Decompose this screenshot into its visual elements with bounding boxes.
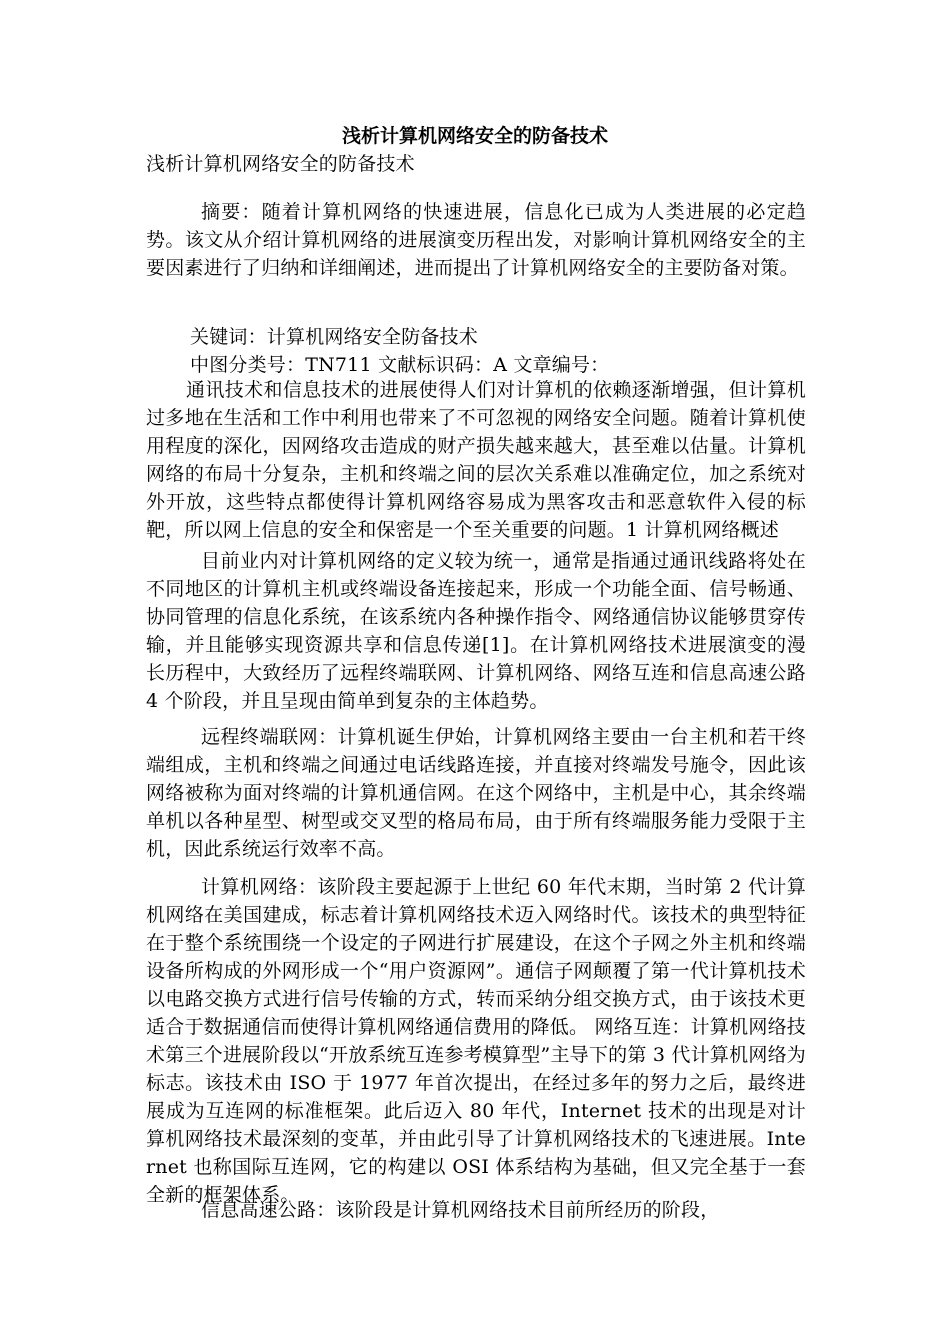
document-subtitle: 浅析计算机网络安全的防备技术: [146, 153, 415, 175]
keywords-line: 关键词：计算机网络安全防备技术: [190, 326, 479, 348]
body-paragraph-info-highway: 信息高速公路：该阶段是计算机网络技术目前所经历的阶段，: [201, 1199, 720, 1221]
document-title: 浅析计算机网络安全的防备技术: [341, 125, 608, 147]
abstract-paragraph: 摘要：随着计算机网络的快速进展，信息化已成为人类进展的必定趋势。该文从介绍计算机网络的进展演变历程出发，对影响计算机网络安全的主要因素进行了归纳和详细阐述，进而提出了计算机网络安全的主要防备对策。: [146, 201, 806, 279]
body-paragraph-definition: 目前业内对计算机网络的定义较为统一，通常是指通过通讯线路将处在不同地区的计算机主机或终端设备连接起来，形成一个功能全面、信号畅通、协同管理的信息化系统，在该系统内各种操作指令、网络通信协议能够贯穿传输，并且能够实现资源共享和信息传递[1]。在计算机网络技术进展演变的漫长历程中，大致经历了远程终端联网、计算机网络、网络互连和信息高速公路 4 个阶段，并且呈现由简单到复杂的主体趋势。: [146, 550, 806, 712]
classification-line: 中图分类号：TN711 文献标识码：A 文章编号：: [190, 354, 610, 376]
body-paragraph-computer-network: 计算机网络：该阶段主要起源于上世纪 60 年代末期，当时第 2 代计算机网络在美国建成，标志着计算机网络技术迈入网络时代。该技术的典型特征在于整个系统围绕一个设定的子网进行扩展建设，在这个子网之外主机和终端设备所构成的外网形成一个“用户资源网”。通信子网颠覆了第一代计算机技术以电路交换方式进行信号传输的方式，转而采纳分组交换方式，由于该技术更适合于数据通信而使得计算机网络通信费用的降低。 网络互连：计算机网络技术第三个进展阶段以“开放系统互连参考模算型”主导下的第 3 代计算机网络为标志。该技术由 ISO 于 1977 年首次提出，在经过多年的努力之后，最终进展成为互连网的标准框架。此后迈入 80 年代，Internet 技术的出现是对计算机网络技术最深刻的变革，并由此引导了计算机网络技术的飞速进展。Internet 也称国际互连网，它的构建以 OSI 体系结构为基础，但又完全基于一套全新的框架体系。: [146, 876, 806, 1206]
body-paragraph-remote-terminal: 远程终端联网：计算机诞生伊始，计算机网络主要由一台主机和若干终端组成，主机和终端之间通过电话线路连接，并直接对终端发号施令，因此该网络被称为面对终端的计算机通信网。在这个网络中，主机是中心，其余终端单机以各种星型、树型或交叉型的格局布局，由于所有终端服务能力受限于主机，因此系统运行效率不高。: [146, 726, 806, 860]
body-paragraph-intro: 通讯技术和信息技术的进展使得人们对计算机的依赖逐渐增强，但计算机过多地在生活和工作中利用也带来了不可忽视的网络安全问题。随着计算机使用程度的深化，因网络攻击造成的财产损失越来越大，甚至难以估量。计算机网络的布局十分复杂，主机和终端之间的层次关系难以准确定位，加之系统对外开放，这些特点都使得计算机网络容易成为黑客攻击和恶意软件入侵的标靶，所以网上信息的安全和保密是一个至关重要的问题。1 计算机网络概述: [146, 379, 806, 541]
